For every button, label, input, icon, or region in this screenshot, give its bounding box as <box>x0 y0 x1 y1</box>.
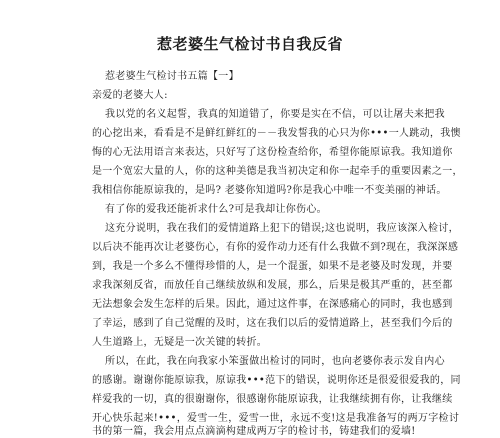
paragraph-line: 以后决不能再次让老婆伤心，有你的爱作动力还有什么我做不到?现在，我深深感 <box>92 242 459 253</box>
paragraph-line: 这充分说明，我在我们的爱情道路上犯下的错误;这也说明，我应该深入检讨， <box>105 223 459 234</box>
document-subtitle: 惹老婆生气检讨书五篇【一】 <box>105 71 239 82</box>
paragraph-line: 无法想象会发生怎样的后果。因此，通过这件事，在深感痛心的同时，我也感到 <box>92 299 453 310</box>
paragraph-line: 有了你的爱我还能祈求什么?可是我却让你伤心。 <box>105 204 327 215</box>
paragraph-line: 了幸运，感到了自己觉醒的及时，这在我们以后的爱情道路上，甚至我们今后的 <box>92 318 453 329</box>
paragraph-line: 是一个宽宏大量的人，你的这种美德是我当初决定和你一起牵手的重要因素之一， <box>92 166 463 177</box>
document-title: 惹老婆生气检讨书自我反省 <box>156 35 343 53</box>
paragraph-line: 人生道路上，无疑是一次关键的转折。 <box>92 337 268 348</box>
paragraph-line: 所以，在此，我在向我家小笨蛋做出检讨的同时，也向老婆你表示发自内心 <box>105 356 445 367</box>
paragraph-line: 悔的心无法用语言来表达，只好写了这份检查给你，希望你能原谅我。我知道你 <box>92 147 453 158</box>
paragraph-line: 书的第一篇，我会用点点滴滴构建成两万字的检讨书，铸建我们的爱墙! <box>92 426 416 437</box>
paragraph-line: 到，我是一个多么不懂得珍惜的人，是一个混蛋，如果不是老婆及时发现，并要 <box>92 261 453 272</box>
paragraph-line: 亲爱的老婆大人: <box>92 90 168 101</box>
paragraph-line: 样爱我的一切，真的很谢谢你，很感谢你能原谅我，让我继续拥有你，让我继续 <box>92 394 453 405</box>
paragraph-line: 的感谢。谢谢你能原谅我，原谅我•••范下的错误，说明你还是很爱很爱我的，同 <box>92 375 461 386</box>
paragraph-line: 我相信你能原谅我的，是吗? 老婆你知道吗?你是我心中唯一不变美丽的神话。 <box>92 185 447 196</box>
paragraph-line: 我以党的名义起誓，我真的知道错了，你要是实在不信，可以让屠夫来把我 <box>105 109 445 120</box>
paragraph-line: 求我深刻反省，而放任自己继续放纵和发展，那么，后果是极其严重的，甚至都 <box>92 280 453 291</box>
paragraph-line: 开心快乐起来!•••，爱雪一生，爱雪一世，永远不变!这是我准备写的两万字检讨 <box>92 413 460 424</box>
paragraph-line: 的心挖出来，看看是不是鲜红鲜红的－－我发誓我的心只为你•••一人跳动，我懊 <box>92 128 461 139</box>
